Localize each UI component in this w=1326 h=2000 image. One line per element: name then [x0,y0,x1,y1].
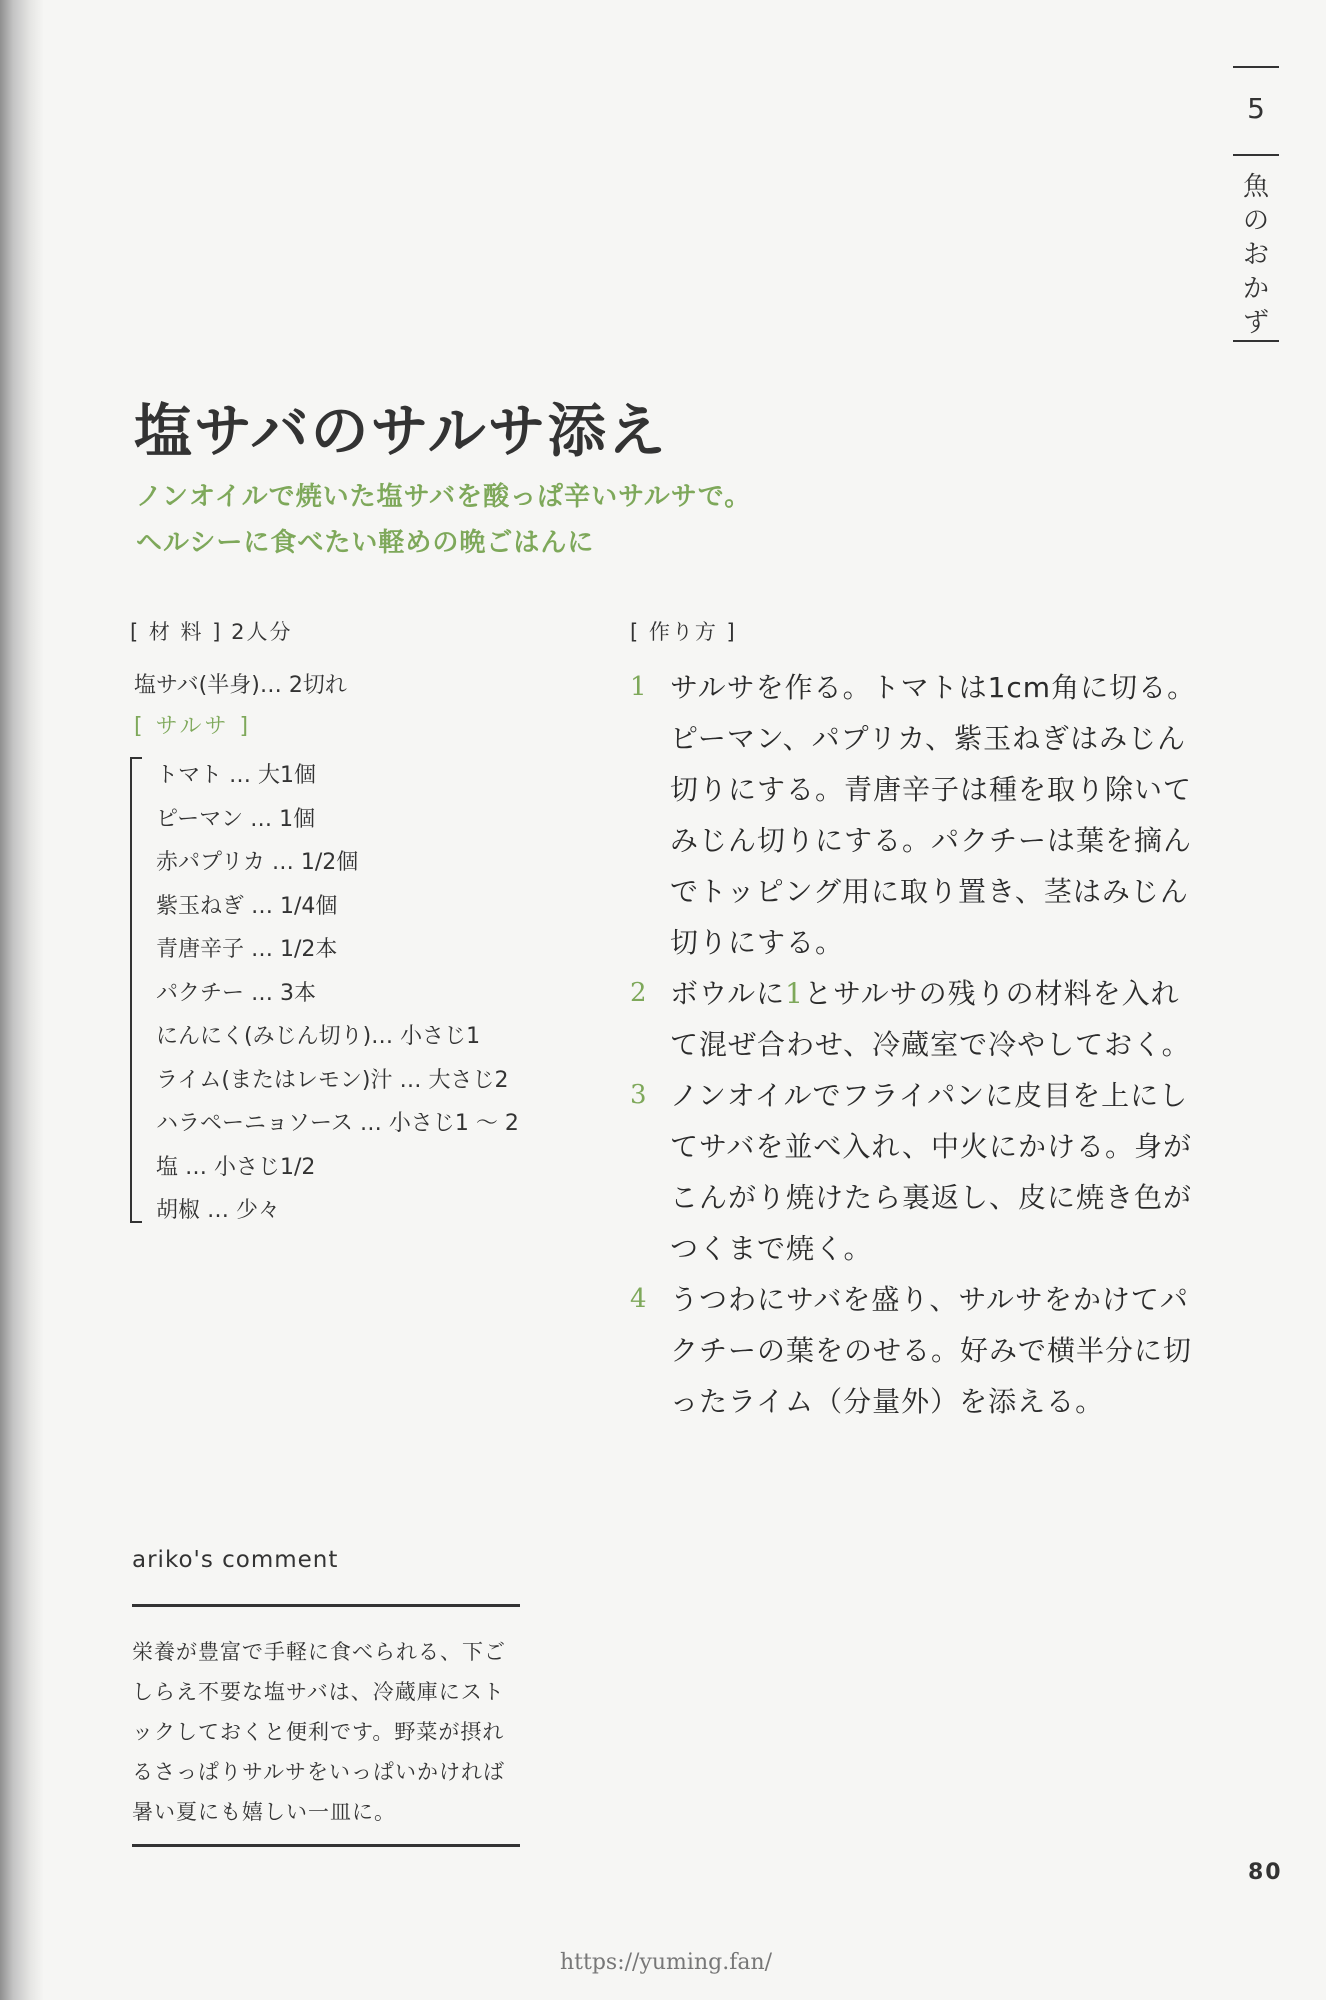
ingredient-item: パクチー … 3本 [156,980,316,1006]
salsa-ingredient-list [156,754,519,1233]
step-number: 3 [630,1080,648,1110]
method-step [630,968,1200,1070]
page-number: 80 [1248,1860,1283,1885]
method-steps [630,662,1200,1427]
step-reference: 1 [785,977,804,1010]
ingredient-item: ライム(またはレモン)汁 … 大さじ2 [156,1067,509,1093]
step-text: サルサを作る。トマトは1cm角に切る。ピーマン、パプリカ、紫玉ねぎはみじん切りにする。青唐辛子は種を取り除いてみじん切りにする。パクチーは葉を摘んでトッピング用に取り置き、茎はみじん切りにする。 [670,671,1197,959]
ingredient-main: 塩サバ(半身)… 2切れ [134,673,347,698]
chapter-tab-rule-middle [1233,154,1279,156]
method-heading: [ 作り方 ] [630,620,737,644]
comment-text: 栄養が豊富で手軽に食べられる、下ごしらえ不要な塩サバは、冷蔵庫にストックしておくと便利です。野菜が摂れるさっぱりサルサをいっぱいかければ暑い夏にも嬉しい一皿に。 [132,1640,506,1824]
chapter-tab-rule-top [1233,66,1279,68]
salsa-bracket [130,757,142,1223]
step-number: 4 [630,1284,648,1314]
ingredient-item: 紫玉ねぎ … 1/4個 [156,893,338,919]
ingredient-item: 胡椒 … 少々 [156,1198,280,1223]
comment-label: ariko's comment [132,1547,339,1573]
step-text [670,968,1200,1070]
book-spine-shadow [0,0,44,2000]
step-text: ノンオイルでフライパンに皮目を上にしてサバを並べ入れ、中火にかける。身がこんがり焼けたら裏返し、皮に焼き色がつくまで焼く。 [670,1079,1193,1265]
chapter-label: 魚のおかず [1242,172,1269,338]
ingredient-item: 青唐辛子 … 1/2本 [156,937,338,962]
recipe-title: 塩サバのサルサ添え [134,397,668,465]
ingredient-item: 赤パプリカ … 1/2個 [156,850,359,875]
ingredient-item: ハラペーニョソース … 小さじ1 ～ 2 [156,1111,519,1136]
step-number: 2 [630,978,648,1008]
step-text-before: ボウルに [670,977,786,1010]
comment-rule-top [132,1604,520,1607]
ingredient-item: にんにく(みじん切り)… 小さじ1 [156,1024,481,1049]
step-text-after: とサルサの残りの材料を入れて混ぜ合わせ、冷蔵室で冷やしておく。 [670,977,1191,1061]
chapter-number: 5 [1247,92,1265,125]
step-number: 1 [630,672,648,702]
method-step [630,1274,1200,1427]
ingredient-item: 塩 … 小さじ1/2 [156,1154,316,1180]
ingredient-item: トマト … 大1個 [156,763,316,788]
step-text: うつわにサバを盛り、サルサをかけてパクチーの葉をのせる。好みで横半分に切ったライム（分量外）を添える。 [670,1283,1193,1418]
chapter-tab-rule-bottom [1233,340,1279,342]
ingredients-heading: [ 材 料 ] 2人分 [130,620,293,644]
salsa-heading: [ サルサ ] [134,714,252,739]
comment-rule-bottom [132,1844,520,1847]
recipe-lead-line: ノンオイルで焼いた塩サバを酸っぱ辛いサルサで。 [136,482,752,512]
watermark: https://yuming.fan/ [560,1950,773,1975]
recipe-lead-line: ヘルシーに食べたい軽めの晩ごはんに [136,528,595,558]
method-step [630,662,1200,968]
ingredient-item: ピーマン … 1個 [156,806,316,832]
recipe-lead [136,474,751,566]
method-step [630,1070,1200,1274]
